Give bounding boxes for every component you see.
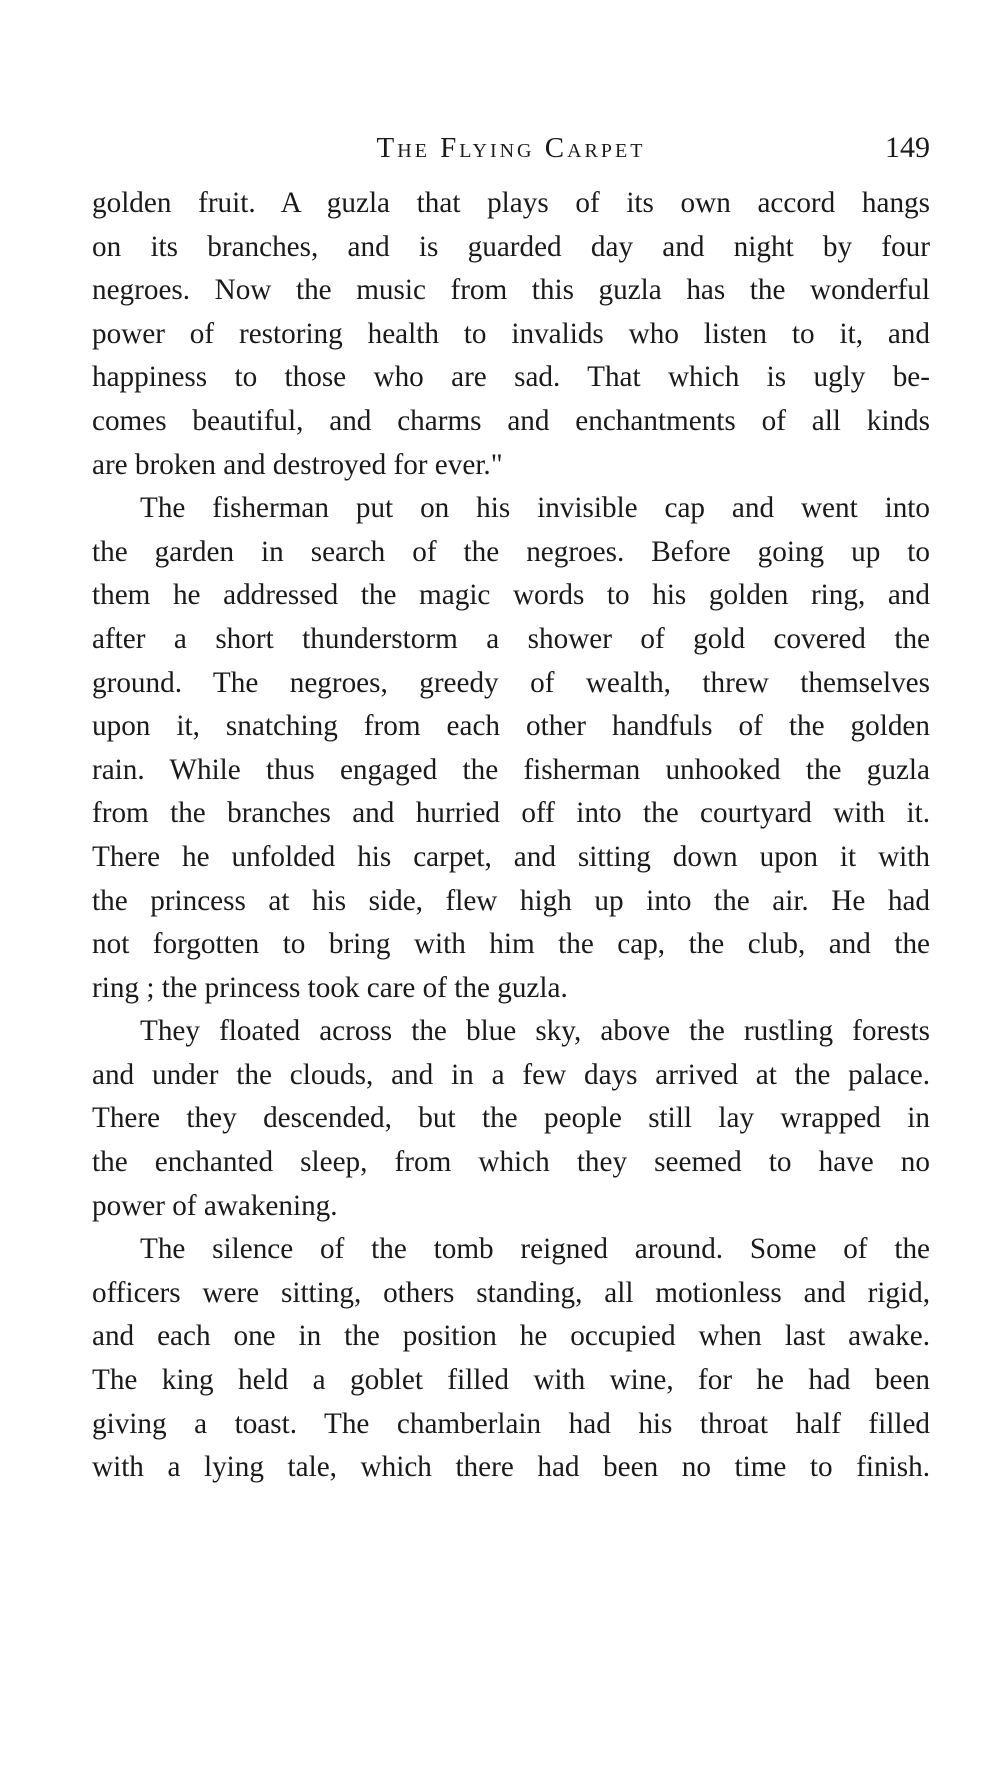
text-line: ground. The negroes, greedy of wealth, threw themselves (92, 666, 930, 699)
text-line: The fisherman put on his invisible cap and went into (140, 492, 930, 525)
body-text (92, 182, 930, 1490)
text-line: are broken and destroyed for ever." (92, 448, 503, 481)
text-line: and each one in the position he occupied when last awake. (92, 1320, 930, 1353)
text-line: rain. While thus engaged the fisherman unhooked the guzla (92, 753, 930, 786)
text-line: ring ; the princess took care of the guzla. (92, 971, 568, 1004)
text-line: giving a toast. The chamberlain had his throat half filled (92, 1407, 930, 1440)
text-line: the enchanted sleep, from which they seemed to have no (92, 1146, 930, 1179)
paragraph-1 (92, 182, 930, 487)
text-line: There they descended, but the people still lay wrapped in (92, 1102, 930, 1135)
text-line: happiness to those who are sad. That which is ugly be- (92, 361, 930, 394)
text-line: and under the clouds, and in a few days arrived at the palace. (92, 1058, 930, 1091)
text-line: the garden in search of the negroes. Before going up to (92, 535, 930, 568)
running-header (92, 128, 930, 168)
text-line: golden fruit. A guzla that plays of its own accord hangs (92, 187, 930, 219)
text-line: power of awakening. (92, 1189, 338, 1222)
text-line: them he addressed the magic words to his golden ring, and (92, 579, 930, 612)
text-line: negroes. Now the music from this guzla has the wonderful (92, 274, 930, 307)
text-line: power of restoring health to invalids who listen to it, and (92, 317, 930, 350)
text-line: on its branches, and is guarded day and night by four (92, 230, 930, 263)
text-line: officers were sitting, others standing, all motionless and rigid, (92, 1276, 930, 1309)
text-line: the princess at his side, flew high up into the air. He had (92, 884, 930, 917)
text-line: from the branches and hurried off into the courtyard with it. (92, 797, 930, 830)
text-line: There he unfolded his carpet, and sitting down upon it with (92, 840, 930, 873)
text-line: They floated across the blue sky, above the rustling forests (140, 1015, 930, 1048)
text-line: after a short thunderstorm a shower of gold covered the (92, 622, 930, 655)
text-line: not forgotten to bring with him the cap, the club, and the (92, 928, 930, 961)
text-line: comes beautiful, and charms and enchantments of all kinds (92, 404, 930, 437)
paragraph-4 (92, 1228, 930, 1490)
paragraph-2 (92, 487, 930, 1010)
text-line: upon it, snatching from each other handfuls of the golden (92, 710, 930, 743)
text-line: The silence of the tomb reigned around. Some of the (140, 1233, 930, 1266)
text-line: with a lying tale, which there had been no time to finish. (92, 1451, 930, 1484)
page-number: 149 (885, 131, 930, 164)
text-line: The king held a goblet filled with wine, for he had been (92, 1364, 930, 1397)
paragraph-3 (92, 1010, 930, 1228)
running-title: The Flying Carpet (376, 132, 646, 164)
